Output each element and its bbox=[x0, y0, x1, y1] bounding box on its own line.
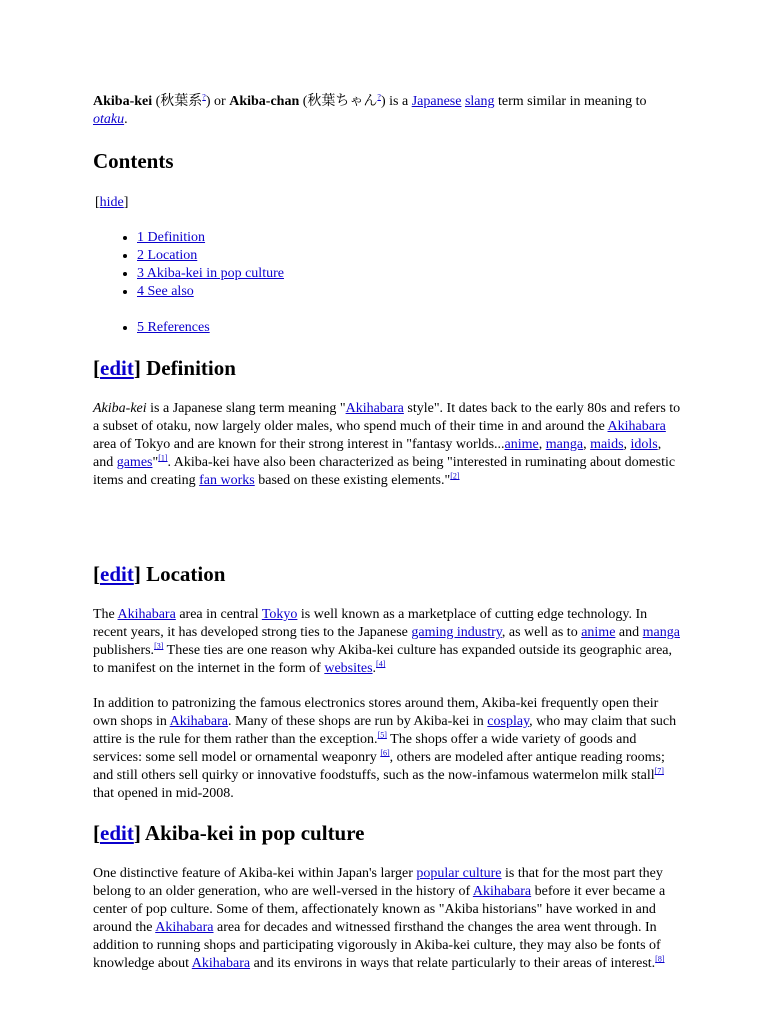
link-cosplay[interactable]: cosplay bbox=[487, 714, 530, 729]
body-text: that opened in mid-2008. bbox=[93, 786, 234, 801]
intro-text: is a bbox=[389, 94, 409, 109]
toc-item bbox=[137, 319, 727, 337]
link-akihabara[interactable]: Akihabara bbox=[191, 956, 251, 971]
term-akiba-kei: Akiba-kei bbox=[93, 94, 153, 109]
body-text: One distinctive feature of Akiba-kei within Japan's larger bbox=[93, 866, 413, 881]
body-text: and bbox=[93, 455, 114, 470]
toc-link-definition[interactable]: 1 Definition bbox=[137, 230, 206, 245]
intro-text: or bbox=[214, 94, 226, 109]
link-anime[interactable]: anime bbox=[581, 625, 616, 640]
body-text: . Many of these shops are run by Akiba-kei in bbox=[227, 714, 484, 729]
heading-text: Definition bbox=[146, 356, 236, 380]
link-japanese[interactable]: Japanese bbox=[411, 94, 462, 109]
link-websites[interactable]: websites bbox=[324, 661, 373, 676]
body-text: , as well as to bbox=[501, 625, 578, 640]
toc-item bbox=[137, 265, 727, 283]
body-text: area for decades and witnessed firsthand the changes the area went through. In addition to running shops and participating vigorously in Akiba-kei culture, they may also be fonts of knowledge about bbox=[93, 920, 661, 971]
body-text: In addition to patronizing the famous electronics stores around them, Akiba-kei frequently open their own shops in bbox=[93, 696, 659, 729]
link-idols[interactable]: idols bbox=[630, 437, 658, 452]
link-manga[interactable]: manga bbox=[642, 625, 680, 640]
body-text: , others are modeled after antique reading rooms; and still others sell quirky or innovative foodstuffs, such as the now-infamous watermelon milk stall bbox=[93, 750, 665, 783]
link-popular-culture[interactable]: popular culture bbox=[416, 866, 502, 881]
link-slang[interactable]: slang bbox=[464, 94, 495, 109]
reference-link[interactable]: [1] bbox=[158, 453, 168, 463]
term-italic: Akiba-kei bbox=[93, 401, 147, 416]
toc-toggle: [hide] bbox=[95, 195, 129, 210]
section-heading-pop-culture: [edit] Akiba-kei in pop culture bbox=[93, 821, 365, 845]
reference-link[interactable]: [7] bbox=[654, 766, 664, 776]
intro-paragraph: Akiba-kei (秋葉系?) or Akiba-chan (秋葉ちゃん?) is a Japanese slang term similar in meaning to otaku. bbox=[93, 92, 647, 127]
link-akihabara[interactable]: Akihabara bbox=[169, 714, 228, 729]
link-akihabara[interactable]: Akihabara bbox=[117, 607, 176, 622]
toc-item bbox=[137, 283, 727, 301]
reference-link[interactable]: [5] bbox=[377, 730, 387, 740]
toc-list bbox=[93, 229, 727, 301]
body-text: publishers. bbox=[93, 643, 155, 658]
definition-paragraph: Akiba-kei is a Japanese slang term meaning "Akihabara style". It dates back to the early 80s and refers to a subset of otaku, now largely older males, who spend much of their time in and around the Akihabara area of Tokyo and are known for their strong interest in "fantasy worlds...anime, manga, maids, idols, and games"[1]. Akiba-kei have also been characterized as being "interested in ruminating about domestic items and creating fan works based on these existing elements."[2] bbox=[93, 401, 681, 488]
body-text: and its environs in ways that relate particularly to their areas of interest. bbox=[253, 956, 656, 971]
body-text: style". It dates back to the early 80s and refers to a subset of otaku, now largely older males, who spend much of their time in and around the bbox=[93, 401, 681, 434]
toc-link-pop-culture[interactable]: 3 Akiba-kei in pop culture bbox=[137, 266, 284, 281]
link-games[interactable]: games bbox=[116, 455, 153, 470]
link-otaku[interactable]: otaku bbox=[93, 112, 125, 127]
body-text: is well known as a marketplace of cutting edge technology. In recent years, it has developed strong ties to the Japanese bbox=[93, 607, 648, 640]
link-manga[interactable]: manga bbox=[545, 437, 584, 452]
body-text: is a Japanese slang term meaning " bbox=[150, 401, 346, 416]
intro-text: term similar in meaning to bbox=[498, 94, 647, 109]
heading-text: Akiba-kei in pop culture bbox=[144, 821, 365, 845]
body-text: The bbox=[93, 607, 115, 622]
toc-item bbox=[137, 229, 727, 247]
link-gaming-industry[interactable]: gaming industry bbox=[411, 625, 502, 640]
reference-link[interactable]: [4] bbox=[376, 659, 386, 669]
body-text: . Akiba-kei have also been characterized as being "interested in ruminating about domestic items and creating bbox=[93, 455, 676, 488]
edit-link[interactable]: edit bbox=[100, 821, 134, 845]
japanese-text: 秋葉ちゃん bbox=[307, 94, 378, 109]
body-text: before it ever became a center of pop culture. Some of them, affectionately known as "Akiba historians" have worked in and around the bbox=[93, 884, 666, 935]
reference-link[interactable]: [6] bbox=[380, 748, 390, 758]
body-text: is that for the most part they belong to an older generation, who are well-versed in the history of bbox=[93, 866, 663, 899]
body-text: based on these existing elements." bbox=[258, 473, 451, 488]
body-text: , who may claim that such attire is the rule for them rather than the exception. bbox=[93, 714, 677, 747]
toc-link-location[interactable]: 2 Location bbox=[137, 248, 198, 263]
link-akihabara[interactable]: Akihabara bbox=[345, 401, 404, 416]
link-akihabara[interactable]: Akihabara bbox=[472, 884, 532, 899]
body-text: These ties are one reason why Akiba-kei culture has expanded outside its geographic area, to manifest on the internet in the form of bbox=[93, 643, 673, 676]
body-text: The shops offer a wide variety of goods and services: some sell model or ornamental weaponry bbox=[93, 732, 637, 765]
reference-link[interactable]: [8] bbox=[655, 954, 665, 964]
link-akihabara[interactable]: Akihabara bbox=[155, 920, 214, 935]
edit-link[interactable]: edit bbox=[100, 356, 134, 380]
link-akihabara[interactable]: Akihabara bbox=[607, 419, 666, 434]
toc-item bbox=[137, 247, 727, 265]
link-anime[interactable]: anime bbox=[504, 437, 539, 452]
pop-culture-paragraph bbox=[93, 865, 683, 973]
reference-link[interactable]: [2] bbox=[450, 471, 460, 481]
toc-hide-link[interactable]: hide bbox=[99, 195, 124, 210]
link-maids[interactable]: maids bbox=[590, 437, 624, 452]
term-akiba-chan: Akiba-chan bbox=[229, 94, 300, 109]
toc-link-references[interactable]: 5 References bbox=[137, 320, 210, 335]
japanese-text: 秋葉系 bbox=[160, 94, 203, 109]
location-paragraph-1: The Akihabara area in central Tokyo is well known as a marketplace of cutting edge technology. In recent years, it has developed strong ties to the Japanese gaming industry, as well as to anime and manga publishers.[3] These ties are one reason why Akiba-kei culture has expanded outside its geographic area, to manifest on the internet in the form of websites.[4] bbox=[93, 607, 680, 676]
pronunciation-link[interactable]: ? bbox=[202, 92, 206, 102]
reference-link[interactable]: [3] bbox=[154, 641, 164, 651]
toc-list bbox=[93, 319, 727, 337]
body-text: area of Tokyo and are known for their strong interest in "fantasy worlds... bbox=[93, 437, 505, 452]
link-fan-works[interactable]: fan works bbox=[199, 473, 255, 488]
edit-link[interactable]: edit bbox=[100, 562, 134, 586]
section-heading-definition: [edit] Definition bbox=[93, 356, 236, 380]
intro-text: . bbox=[124, 112, 128, 127]
pronunciation-link[interactable]: ? bbox=[377, 92, 381, 102]
body-text: area in central bbox=[179, 607, 259, 622]
section-heading-location: [edit] Location bbox=[93, 562, 226, 586]
heading-text: Location bbox=[146, 562, 226, 586]
toc-link-see-also[interactable]: 4 See also bbox=[137, 284, 194, 299]
contents-title: Contents bbox=[93, 149, 174, 173]
body-text: and bbox=[618, 625, 640, 640]
link-tokyo[interactable]: Tokyo bbox=[261, 607, 298, 622]
location-paragraph-2 bbox=[93, 695, 683, 803]
